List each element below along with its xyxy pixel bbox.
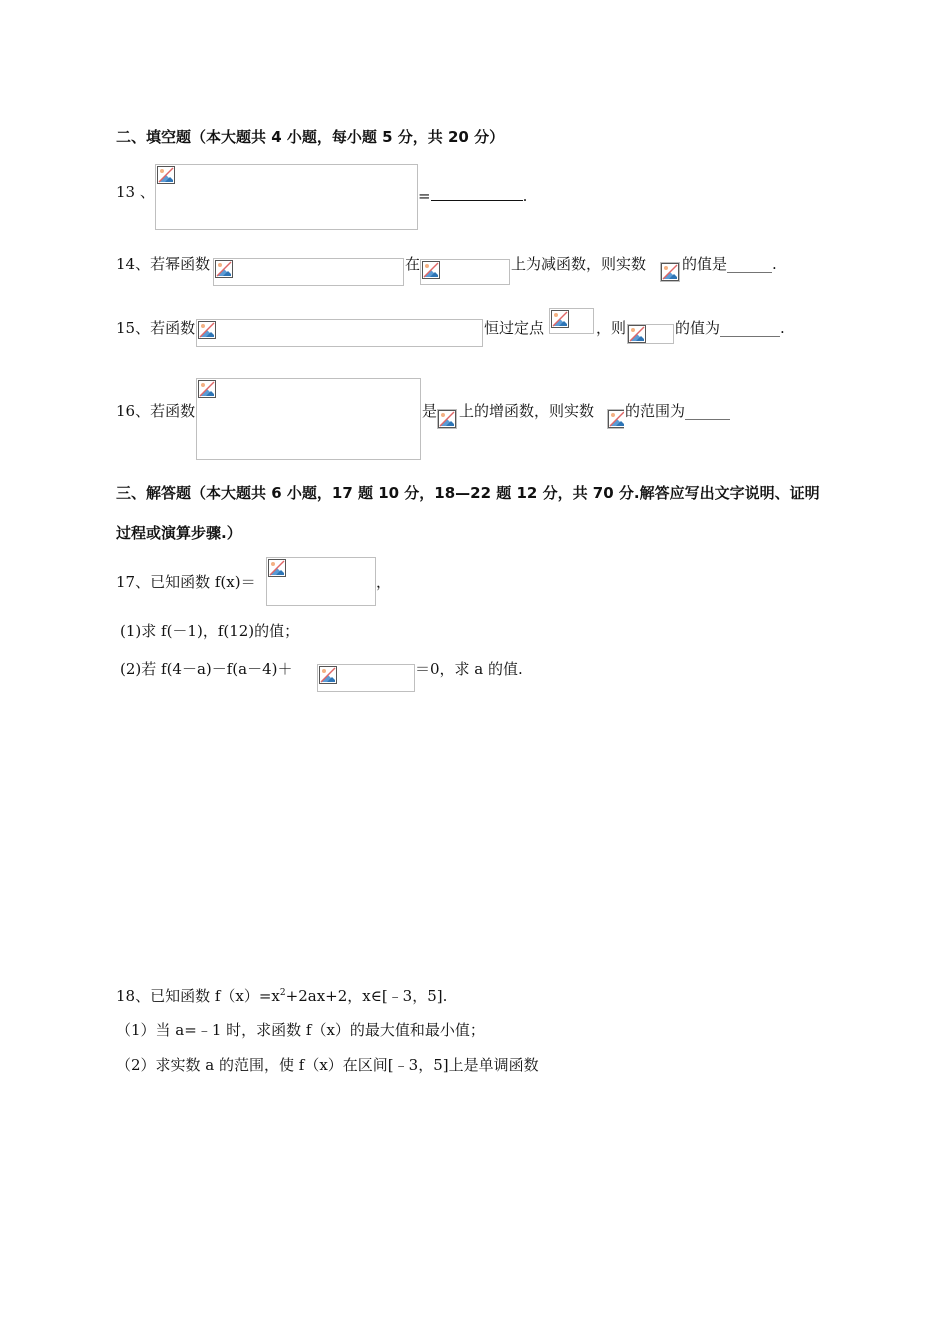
q16-text-b: 是: [422, 402, 438, 420]
q16-piecewise-image: [196, 378, 421, 460]
section-heading-answer-line2: 过程或演算步骤.）: [116, 524, 242, 542]
broken-image-icon: [628, 325, 646, 343]
broken-image-icon: [268, 559, 286, 577]
broken-image-icon: [551, 310, 569, 328]
q14-text-d: 的值是______.: [682, 255, 777, 273]
q16-domain-image: [437, 409, 457, 429]
broken-image-icon: [215, 260, 233, 278]
q18-part1: （1）当 a=﹣1 时，求函数 f（x）的最大值和最小值；: [116, 1021, 485, 1039]
broken-image-icon: [661, 263, 679, 281]
q14-variable-image: [660, 262, 680, 282]
q16-text-d: 的范围为______: [625, 402, 731, 420]
q18-exponent: 2: [279, 988, 286, 998]
q15-text-b: 恒过定点: [484, 319, 545, 337]
q17-stem: 17、已知函数 f(x)＝: [116, 573, 256, 591]
q14-function-image: [213, 258, 404, 286]
q15-expression-image: [627, 324, 674, 344]
q13-answer-line: [418, 186, 527, 206]
section-heading-answer-line1: 三、解答题（本大题共 6 小题，17 题 10 分，18—22 题 12 分，共 70 分.解答应写出文字说明、证明: [116, 484, 820, 502]
q15-text-a: 15、若函数: [116, 319, 196, 337]
q17-part2-b: ＝0，求 a 的值.: [415, 660, 523, 678]
q17-comma: ，: [376, 573, 392, 591]
q16-variable-image: [607, 409, 624, 429]
q14-text-c: 上为减函数，则实数: [511, 255, 647, 273]
broken-image-icon: [198, 321, 216, 339]
broken-image-icon: [422, 261, 440, 279]
q16-text-a: 16、若函数: [116, 402, 196, 420]
q17-expression-image: [317, 664, 415, 692]
q18-part2: （2）求实数 a 的范围，使 f（x）在区间[﹣3，5]上是单调函数: [116, 1056, 539, 1074]
q18-stem: [116, 983, 447, 1006]
q16-text-c: 上的增函数，则实数: [459, 402, 595, 420]
broken-image-icon: [157, 166, 175, 184]
q13-blank: [431, 186, 523, 201]
q15-function-image: [196, 319, 483, 347]
q15-point-image: [549, 308, 594, 334]
q13-equals: =: [418, 187, 431, 205]
broken-image-icon: [319, 666, 337, 684]
q18-stem-a: 18、已知函数 f（x）=x: [116, 987, 280, 1005]
q14-interval-image: [420, 259, 510, 285]
q13-formula-image: [155, 164, 418, 230]
broken-image-icon: [608, 410, 624, 428]
q13-number: 13 、: [116, 183, 155, 201]
broken-image-icon: [198, 380, 216, 398]
q17-part1: (1)求 f(－1)，f(12)的值；: [120, 622, 300, 640]
q17-part2-a: (2)若 f(4－a)－f(a－4)＋: [120, 660, 293, 678]
q18-stem-b: +2ax+2，x∈[﹣3，5].: [285, 987, 448, 1005]
q14-text-a: 14、若幂函数: [116, 255, 211, 273]
q15-text-c: ，则: [596, 319, 627, 337]
q15-text-d: 的值为________.: [675, 319, 785, 337]
broken-image-icon: [438, 410, 456, 428]
q13-period: .: [522, 187, 528, 205]
q17-function-image: [266, 557, 376, 606]
q14-text-b: 在: [405, 255, 421, 273]
section-heading-fill-in: 二、填空题（本大题共 4 小题，每小题 5 分，共 20 分）: [116, 128, 505, 146]
